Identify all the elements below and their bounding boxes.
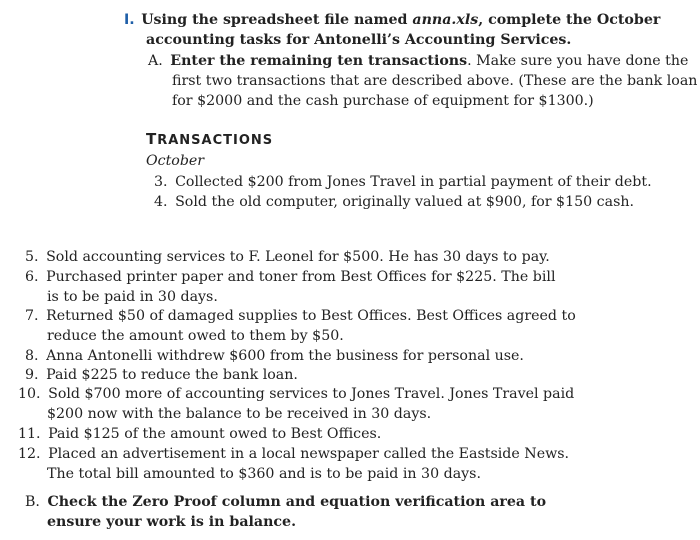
part-b-line-1 xyxy=(25,492,546,512)
transaction-item-10 xyxy=(18,384,574,404)
section-heading-line-1 xyxy=(124,10,660,30)
transaction-text: Collected $200 from Jones Travel in partial payment of their debt. xyxy=(175,174,652,190)
transaction-number: 4. xyxy=(154,194,168,210)
transactions-heading xyxy=(146,129,273,151)
transaction-item-12 xyxy=(18,444,569,464)
transaction-item-4 xyxy=(154,192,634,212)
transaction-number: 9. xyxy=(25,367,39,383)
part-a-letter: A. xyxy=(148,53,163,69)
part-a-line-2: first two transactions that are described above. (These are the bank loan xyxy=(172,73,698,89)
transaction-number: 5. xyxy=(25,249,39,265)
transaction-item-9 xyxy=(25,365,298,385)
part-a-line-1 xyxy=(148,51,688,71)
section-heading-line-2: accounting tasks for Antonelli’s Accounting Services. xyxy=(146,32,572,48)
transaction-item-7 xyxy=(25,306,576,326)
transaction-text: Placed an advertisement in a local newspaper called the Eastside News. xyxy=(48,446,570,462)
transactions-month: October xyxy=(146,153,205,169)
transaction-item-12-cont: The total bill amounted to $360 and is to be paid in 30 days. xyxy=(47,466,481,482)
transaction-item-8 xyxy=(25,346,524,366)
part-a-line-1-rest: . Make sure you have done the xyxy=(467,53,689,69)
transaction-text: Anna Antonelli withdrew $600 from the business for personal use. xyxy=(46,348,524,364)
transaction-text: Sold accounting services to F. Leonel for $500. He has 30 days to pay. xyxy=(46,249,550,265)
section-number: I. xyxy=(124,12,135,28)
transaction-text: Sold $700 more of accounting services to Jones Travel. Jones Travel paid xyxy=(48,386,575,402)
transaction-item-5 xyxy=(25,247,550,267)
transaction-item-6 xyxy=(25,267,555,287)
transaction-number: 10. xyxy=(18,386,41,402)
transaction-item-7-cont: reduce the amount owed to them by $50. xyxy=(47,328,344,344)
part-a-line-3: for $2000 and the cash purchase of equipment for $1300.) xyxy=(172,93,594,109)
transaction-number: 6. xyxy=(25,269,39,285)
transaction-item-11 xyxy=(18,424,381,444)
part-b-letter: B. xyxy=(25,494,40,510)
part-b-text: Check the Zero Proof column and equation verification area to xyxy=(47,494,547,510)
transaction-item-3 xyxy=(154,172,652,192)
transaction-number: 8. xyxy=(25,348,39,364)
transaction-text: Purchased printer paper and toner from Best Offices for $225. The bill xyxy=(46,269,556,285)
transaction-text: Paid $225 to reduce the bank loan. xyxy=(46,367,298,383)
part-a-bold-text: Enter the remaining ten transactions xyxy=(170,53,468,69)
transaction-number: 3. xyxy=(154,174,168,190)
transaction-number: 7. xyxy=(25,308,39,324)
transaction-text: Returned $50 of damaged supplies to Best Offices. Best Offices agreed to xyxy=(46,308,576,324)
transaction-number: 11. xyxy=(18,426,41,442)
part-b-line-2: ensure your work is in balance. xyxy=(47,514,297,530)
transaction-number: 12. xyxy=(18,446,41,462)
transactions-heading-rest: RANSACTIONS xyxy=(157,133,274,148)
section-intro-prefix: Using the spreadsheet file named xyxy=(141,12,413,28)
transaction-item-10-cont: $200 now with the balance to be received in 30 days. xyxy=(47,406,432,422)
section-intro-suffix: , complete the October xyxy=(478,12,661,28)
transaction-text: Sold the old computer, originally valued at $900, for $150 cash. xyxy=(175,194,635,210)
section-intro-filename: anna.xls xyxy=(412,12,479,28)
transaction-text: Paid $125 of the amount owed to Best Offices. xyxy=(48,426,382,442)
transactions-heading-first: T xyxy=(146,130,158,148)
transaction-item-6-cont: is to be paid in 30 days. xyxy=(47,289,218,305)
